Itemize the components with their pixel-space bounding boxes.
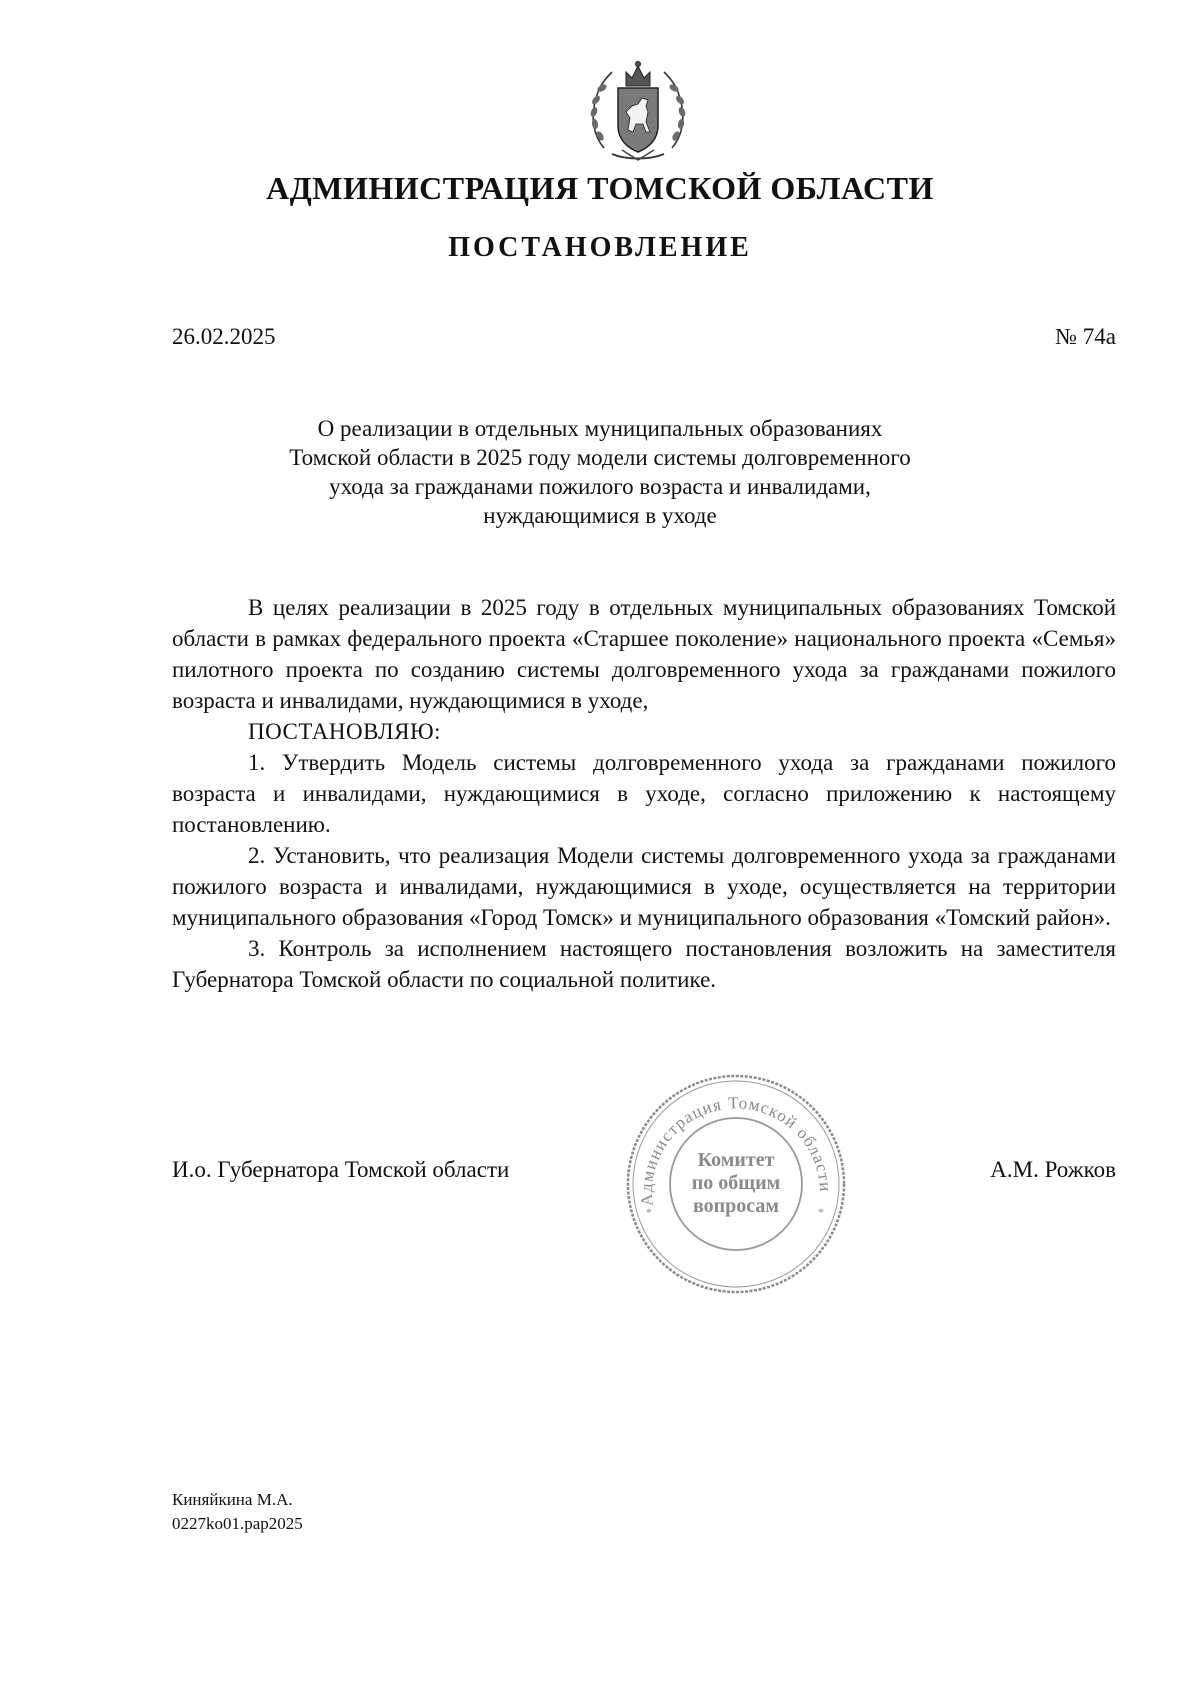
signer-title: И.о. Губернатора Томской области: [172, 1157, 510, 1182]
document-subject: [220, 414, 980, 530]
executor-name: Киняйкина М.А.: [172, 1490, 293, 1509]
seal-center-line: Комитет: [697, 1149, 775, 1171]
document-number: № 74а: [1055, 324, 1116, 349]
subject-line: О реализации в отдельных муниципальных образованиях: [317, 416, 883, 441]
document-date: 26.02.2025: [172, 324, 276, 349]
subject-line: нуждающимися в уходе: [483, 503, 717, 528]
round-seal-icon: [620, 1068, 852, 1300]
coat-of-arms-icon: [582, 56, 694, 166]
signer-name: А.М. Рожков: [990, 1157, 1116, 1182]
subject-line: Томской области в 2025 году модели системы долговременного: [289, 445, 911, 470]
seal-ring-text: Администрация Томской области: [636, 1093, 836, 1207]
organization-title: АДМИНИСТРАЦИЯ ТОМСКОЙ ОБЛАСТИ: [266, 170, 934, 206]
document-body: [172, 592, 1116, 995]
document-type: ПОСТАНОВЛЕНИЕ: [448, 232, 752, 263]
decree-word: ПОСТАНОВЛЯЮ:: [248, 719, 442, 744]
decree-item: 2. Установить, что реализация Модели системы долговременного ухода за гражданами пожилого возраста и инвалидами, нуждающимися в уходе, осуществляется на территории муниципального образования «Город Томск» и муниципального образования «Томский район».: [172, 843, 1116, 930]
svg-text:*: *: [646, 1205, 652, 1219]
svg-text:*: *: [818, 1205, 824, 1219]
decree-item: 3. Контроль за исполнением настоящего постановления возложить на заместителя Губернатора Томской области по социальной политике.: [172, 936, 1116, 992]
seal-center-line: вопросам: [692, 1195, 780, 1217]
preamble-paragraph: В целях реализации в 2025 году в отдельных муниципальных образованиях Томской области в рамках федерального проекта «Старшее поколение» национального проекта «Семья» пилотного проекта по созданию системы долговременного ухода за гражданами пожилого возраста и инвалидами, нуждающимися в уходе,: [172, 595, 1116, 713]
document-code: 0227ko01.pap2025: [172, 1514, 303, 1533]
decree-item: 1. Утвердить Модель системы долговременного ухода за гражданами пожилого возраста и инвалидами, нуждающимися в уходе, согласно приложению к настоящему постановлению.: [172, 750, 1116, 837]
seal-center-line: по общим: [691, 1172, 781, 1194]
subject-line: ухода за гражданами пожилого возраста и инвалидами,: [329, 474, 871, 499]
